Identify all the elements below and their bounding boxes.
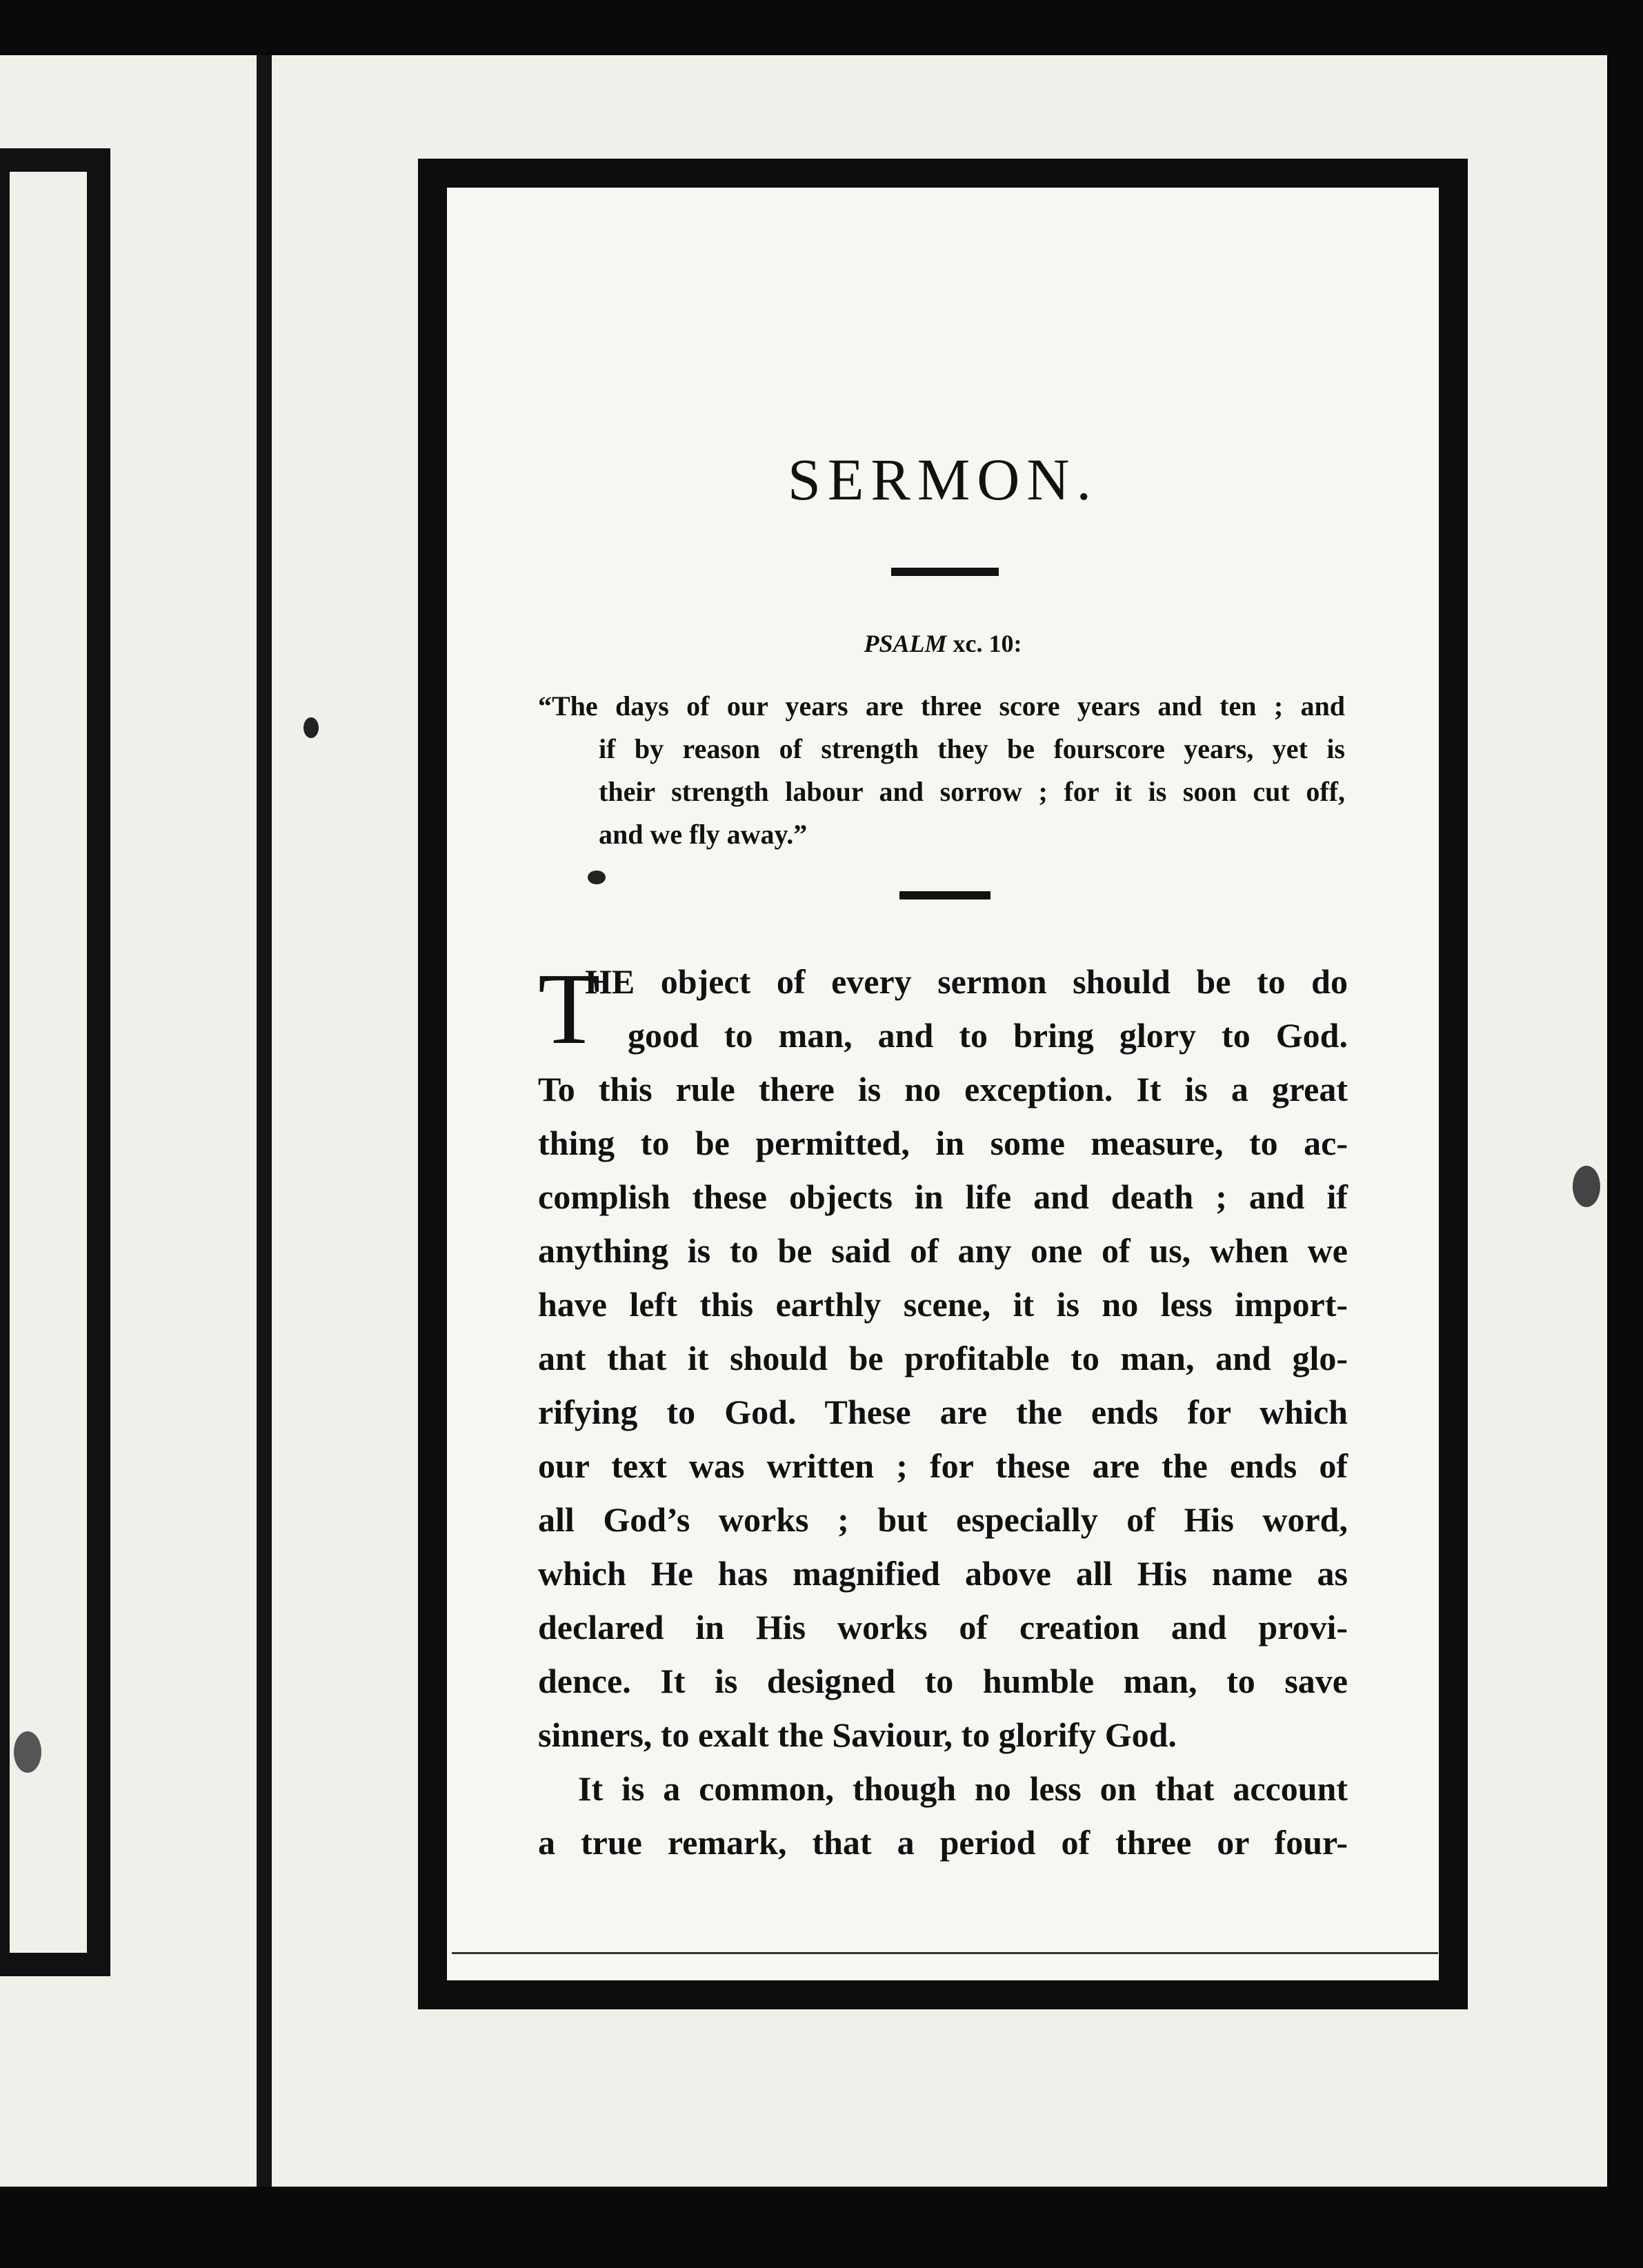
title-rule (891, 568, 999, 576)
body-line: rifying to God. These are the ends for which (538, 1393, 1348, 1431)
book-spine (257, 55, 272, 2187)
epigraph-line: their strength labour and sorrow ; for it is soon cut off, (599, 776, 1345, 807)
page-title: SERMON. (788, 446, 1098, 513)
body-line: complish these objects in life and death ; and if (538, 1177, 1348, 1216)
scripture-reference (418, 629, 1468, 658)
body-line: good to man, and to bring glory to God. (628, 1016, 1348, 1055)
body-line: which He has magnified above all His name as (538, 1554, 1348, 1593)
body-line: our text was written ; for these are the ends of (538, 1446, 1348, 1485)
body-line: declared in His works of creation and provi- (538, 1608, 1348, 1647)
reference-book: PSALM (864, 630, 947, 657)
body-line: thing to be permitted, in some measure, to ac- (538, 1124, 1348, 1162)
body-line: anything is to be said of any one of us, when we (538, 1231, 1348, 1270)
reference-verse: xc. 10: (953, 630, 1022, 657)
epigraph-quote (538, 685, 1345, 856)
body-line: It is a common, though no less on that account (578, 1769, 1348, 1808)
body-line: a true remark, that a period of three or four- (538, 1823, 1348, 1862)
epigraph-line: “The days of our years are three score years and ten ; and (538, 690, 1345, 722)
frame-bottom-rule (452, 1952, 1438, 1954)
body-line: have left this earthly scene, it is no less import- (538, 1285, 1348, 1324)
epigraph-line: and we fly away.” (599, 819, 808, 850)
body-line (538, 955, 1348, 1008)
ink-smudge (588, 871, 606, 884)
drop-cap: T (538, 953, 601, 1066)
sermon-body (538, 955, 1348, 1869)
body-line: sinners, to exalt the Saviour, to glorify God. (538, 1715, 1177, 1754)
ink-smudge (1573, 1166, 1600, 1207)
ink-smudge (303, 717, 319, 738)
body-line: ant that it should be profitable to man, and glo- (538, 1339, 1348, 1377)
section-rule (899, 891, 990, 899)
first-line-text: HE object of every sermon should be to do (585, 962, 1348, 1001)
body-line: dence. It is designed to humble man, to save (538, 1662, 1348, 1700)
previous-page-border (0, 148, 110, 1976)
body-line: all God’s works ; but especially of His word, (538, 1500, 1348, 1539)
epigraph-line: if by reason of strength they be fourscore years, yet is (599, 733, 1345, 764)
body-line: To this rule there is no exception. It is a great (538, 1070, 1348, 1108)
ink-smudge (14, 1731, 41, 1773)
